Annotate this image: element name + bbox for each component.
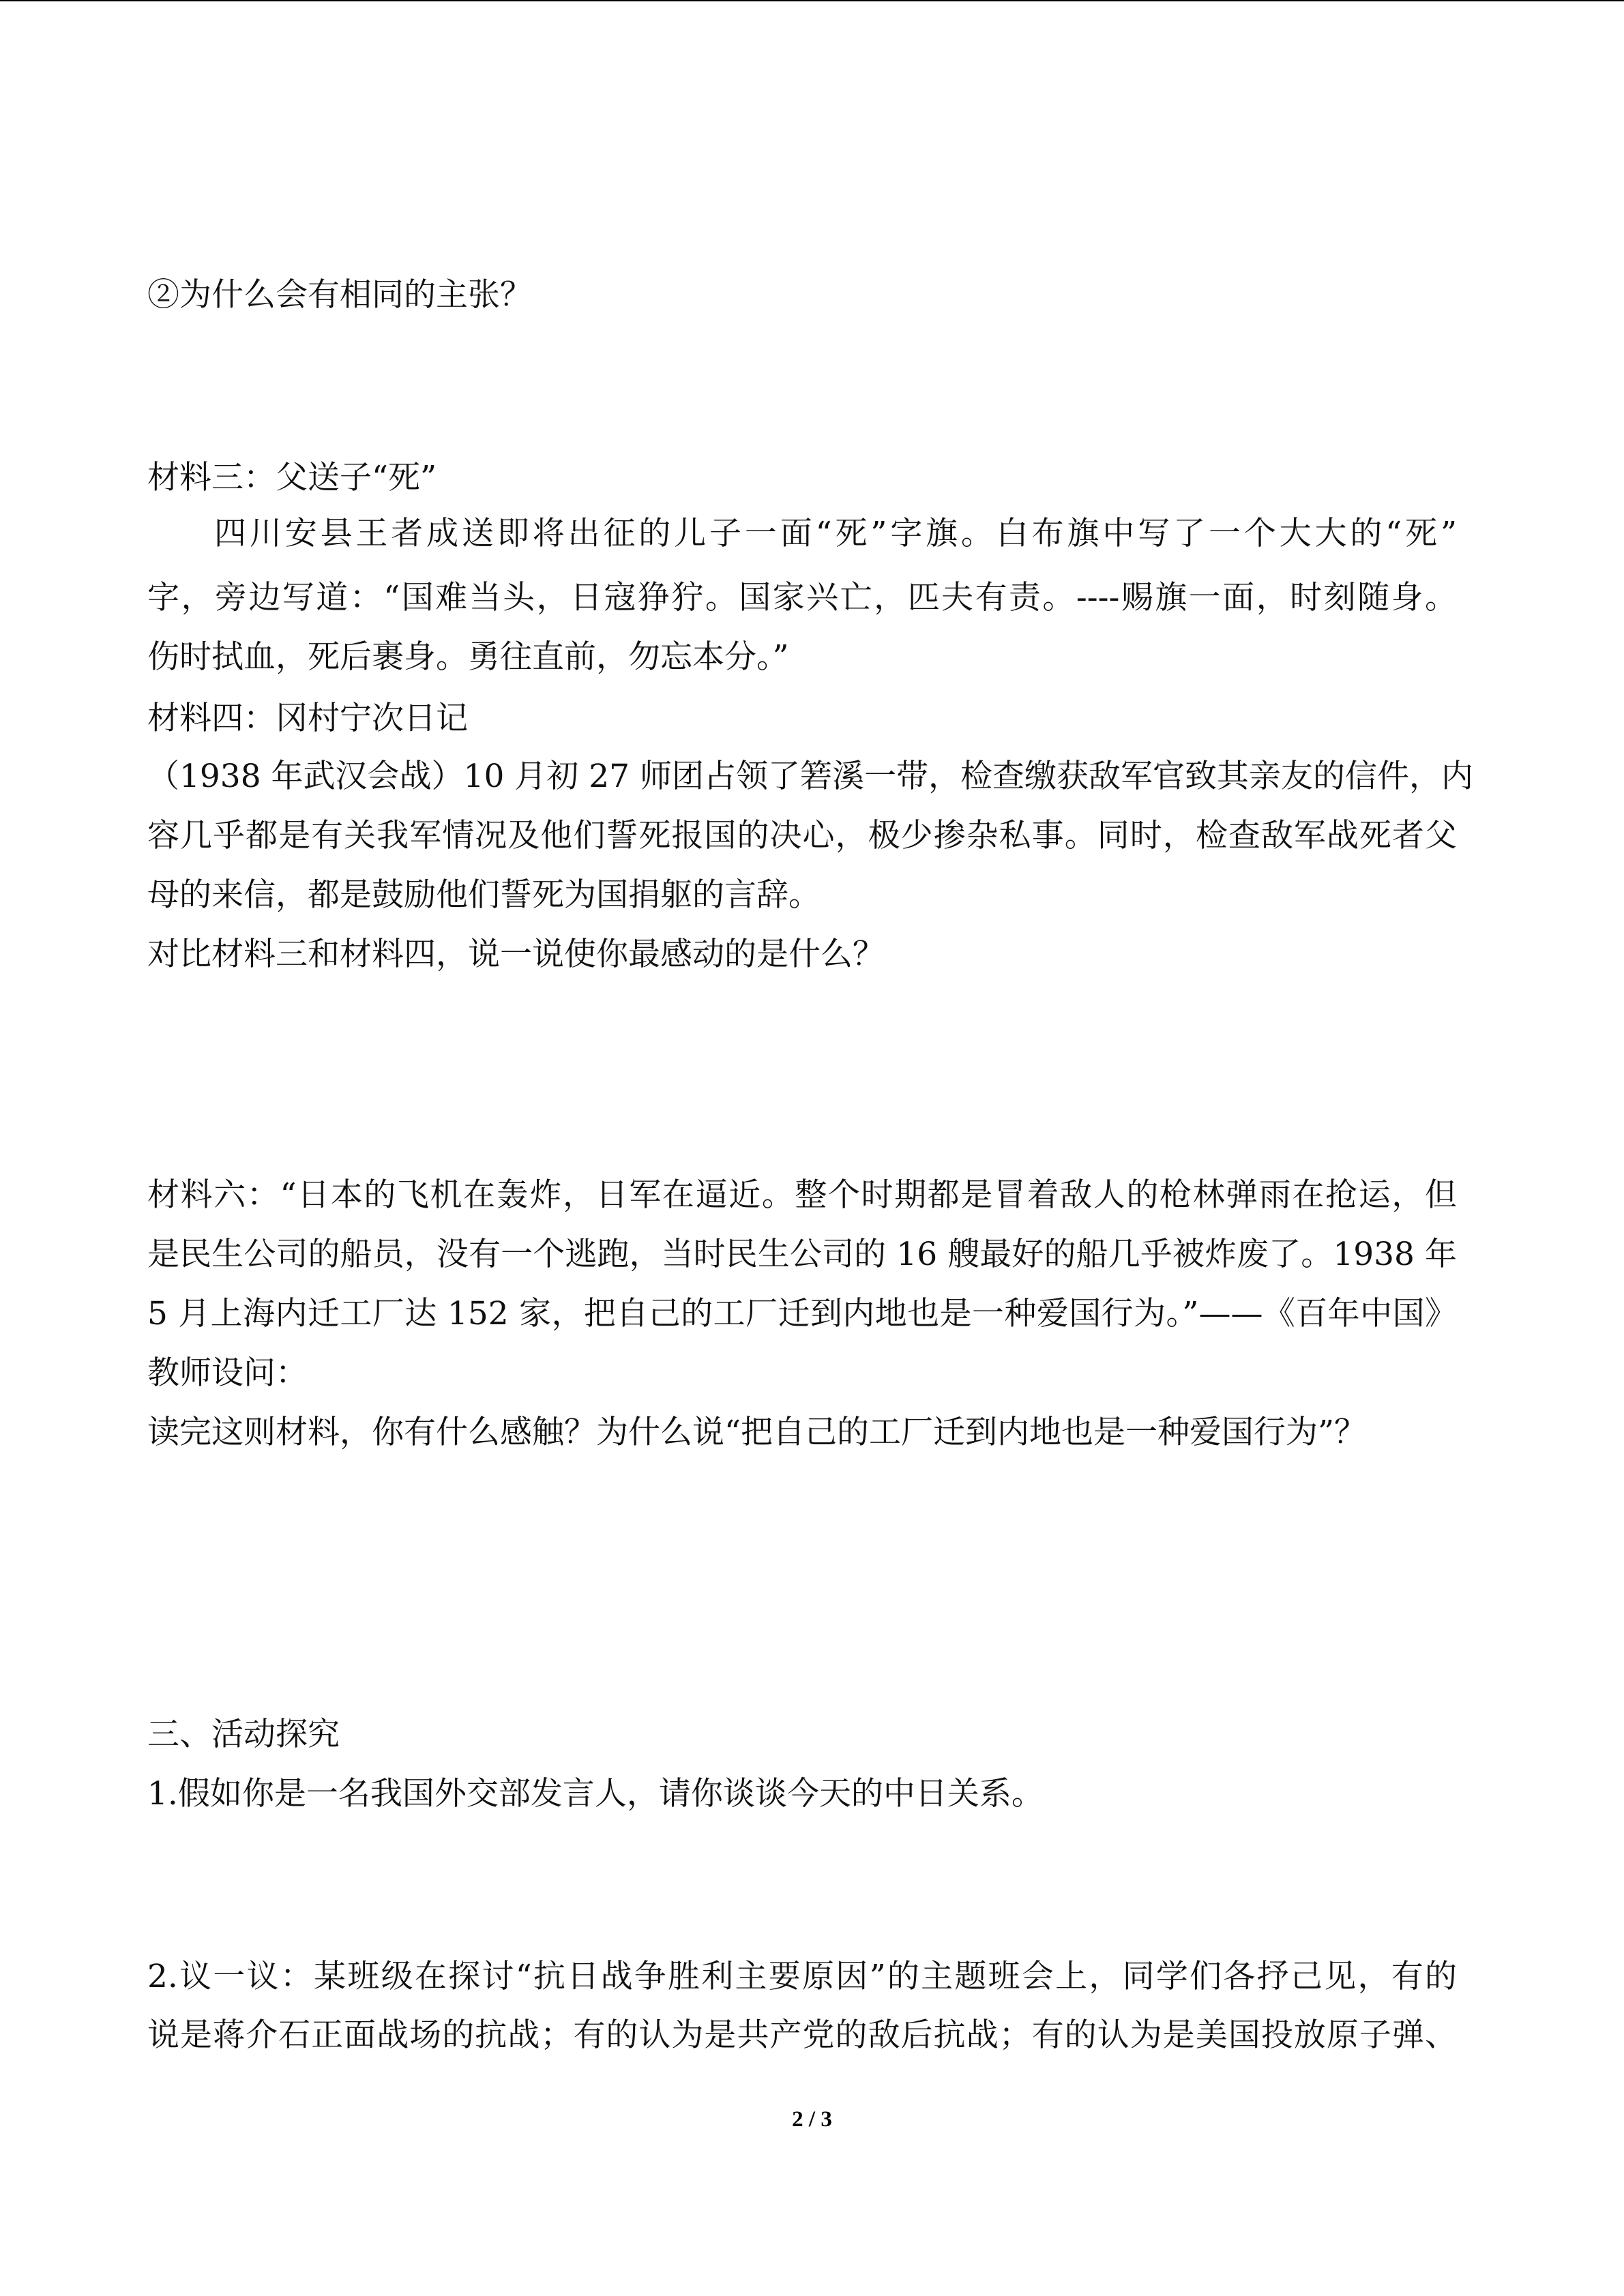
activity-1: 1.假如你是一名我国外交部发言人，请你谈谈今天的中日关系。 xyxy=(147,1775,1044,1813)
question-same-stance: ②为什么会有相同的主张？ xyxy=(147,276,532,314)
question-factory-relocation: 读完这则材料，你有什么感触？为什么说“把自己的工厂迁到内地也是一种爱国行为”？ xyxy=(147,1414,1367,1451)
material-4-line-3: 母的来信，都是鼓励他们誓死为国捐躯的言辞。 xyxy=(147,876,821,914)
section-activity-title: 三、活动探究 xyxy=(147,1716,340,1753)
page-number: 2 / 3 xyxy=(792,2107,832,2132)
material-6-line-2: 是民生公司的船员，没有一个逃跑，当时民生公司的 16 艘最好的船几乎被炸废了。1938 年 xyxy=(147,1236,1457,1273)
question-compare-materials: 对比材料三和材料四，说一说使你最感动的是什么？ xyxy=(147,936,885,973)
material-3-line-2: 字，旁边写道：“国难当头，日寇狰狞。国家兴亡，匹夫有责。----赐旗一面，时刻随身。 xyxy=(147,579,1457,616)
material-6-line-3: 5 月上海内迁工厂达 152 家，把自己的工厂迁到内地也是一种爱国行为。”——《百年中国》 xyxy=(147,1295,1457,1332)
material-3-line-3: 伤时拭血，死后裹身。勇往直前，勿忘本分。” xyxy=(147,638,789,676)
material-4-line-2: 容几乎都是有关我军情况及他们誓死报国的决心，极少掺杂私事。同时，检查敌军战死者父 xyxy=(147,817,1457,854)
material-4-line-1: （1938 年武汉会战）10 月初 27 师团占领了箬溪一带，检查缴获敌军官致其亲友的信件，内 xyxy=(147,758,1473,795)
material-4-title: 材料四：冈村宁次日记 xyxy=(147,700,468,737)
material-3-line-1: 四川安县王者成送即将出征的儿子一面“死”字旗。白布旗中写了一个大大的“死” xyxy=(214,515,1457,552)
material-6-line-1: 材料六：“日本的飞机在轰炸，日军在逼近。整个时期都是冒着敌人的枪林弹雨在抢运，但 xyxy=(147,1176,1457,1214)
teacher-question-label: 教师设问： xyxy=(147,1354,308,1392)
activity-2-line-1: 2.议一议：某班级在探讨“抗日战争胜利主要原因”的主题班会上，同学们各抒己见，有的 xyxy=(147,1958,1457,1995)
activity-2-line-2: 说是蒋介石正面战场的抗战；有的认为是共产党的敌后抗战；有的认为是美国投放原子弹、 xyxy=(147,2016,1457,2054)
material-3-title: 材料三：父送子“死” xyxy=(147,459,437,496)
